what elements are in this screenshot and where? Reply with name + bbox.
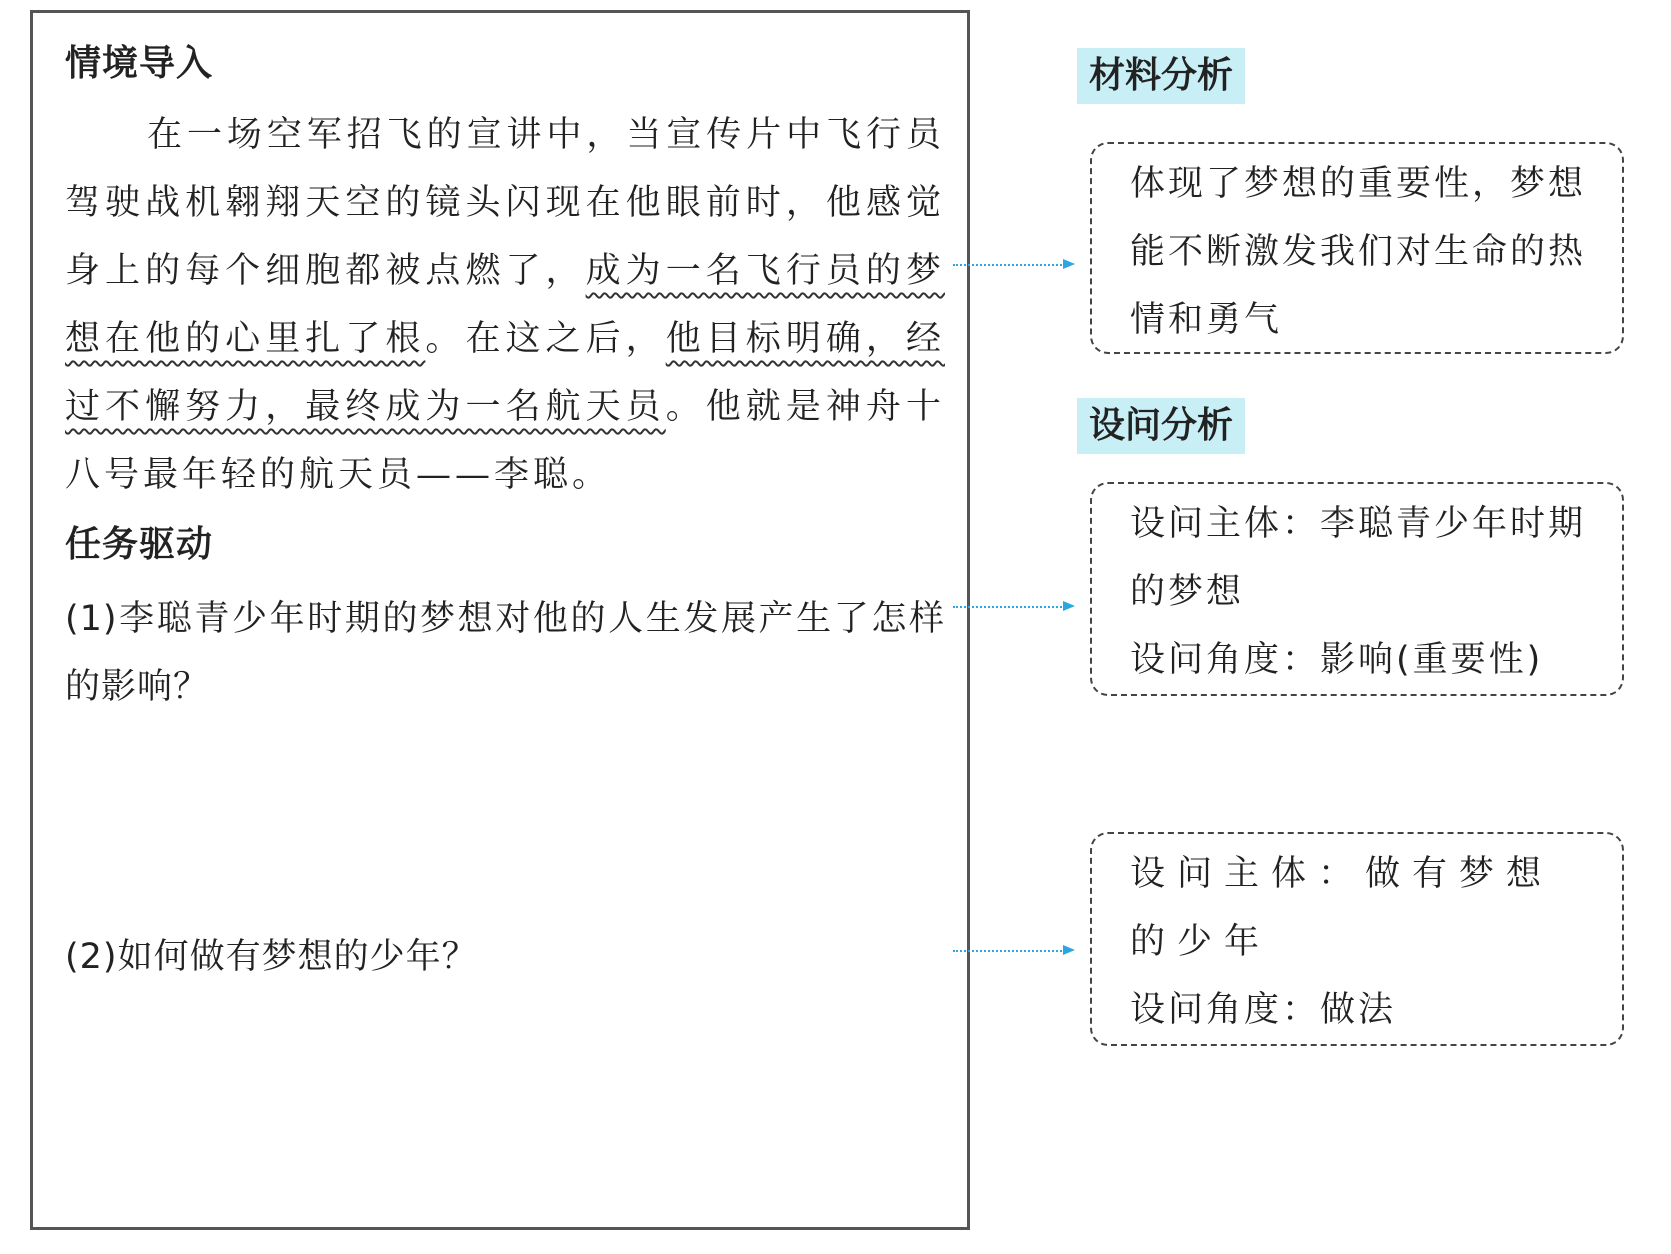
story-text-middle: 。在这之后，: [425, 319, 666, 359]
arrow-to-question-2-analysis: [953, 950, 1065, 954]
material-analysis-text: 体现了梦想的重要性，梦想能不断激发我们对生命的热情和勇气: [1130, 164, 1587, 340]
question-1: (1)李聪青少年时期的梦想对他的人生发展产生了怎样的影响？: [65, 599, 945, 707]
story-text-before: 在一场空军招飞的宣讲中，当宣传片中飞行员驾驶战机翱翔天空的镜头闪现在他眼前时，他感觉身上的每个细胞都被点燃了，: [65, 115, 945, 291]
question-1-subject: 设问主体：李聪青少年时期的梦想: [1130, 504, 1587, 612]
question-2-analysis-note: [1090, 832, 1624, 1046]
material-analysis-note: [1090, 142, 1624, 354]
story-paragraph: [65, 101, 945, 509]
arrow-to-question-1-analysis: [953, 606, 1065, 610]
task-heading: 任务驱动: [65, 524, 214, 565]
main-panel: [30, 10, 970, 1230]
question-analysis-label: 设问分析: [1077, 398, 1245, 454]
intro-heading: 情境导入: [65, 43, 214, 84]
arrow-to-material-analysis: [953, 264, 1065, 268]
story-underlined-dream: 成为一名飞行员的梦想在他的心里扎了根: [65, 251, 945, 359]
story-text-after: 。他就是神舟十八号最年轻的航天员——李聪。: [65, 387, 945, 495]
question-2: (2)如何做有梦想的少年？: [65, 937, 478, 977]
material-analysis-label: 材料分析: [1077, 48, 1245, 104]
question-2-angle: 设问角度：做法: [1130, 990, 1397, 1030]
story-underlined-effort: 他目标明确，经过不懈努力，最终成为一名航天员: [65, 319, 945, 427]
question-1-angle: 设问角度：影响(重要性): [1130, 640, 1544, 680]
question-2-subject: 设问主体：做有梦想的少年: [1130, 854, 1554, 962]
question-1-analysis-note: [1090, 482, 1624, 696]
